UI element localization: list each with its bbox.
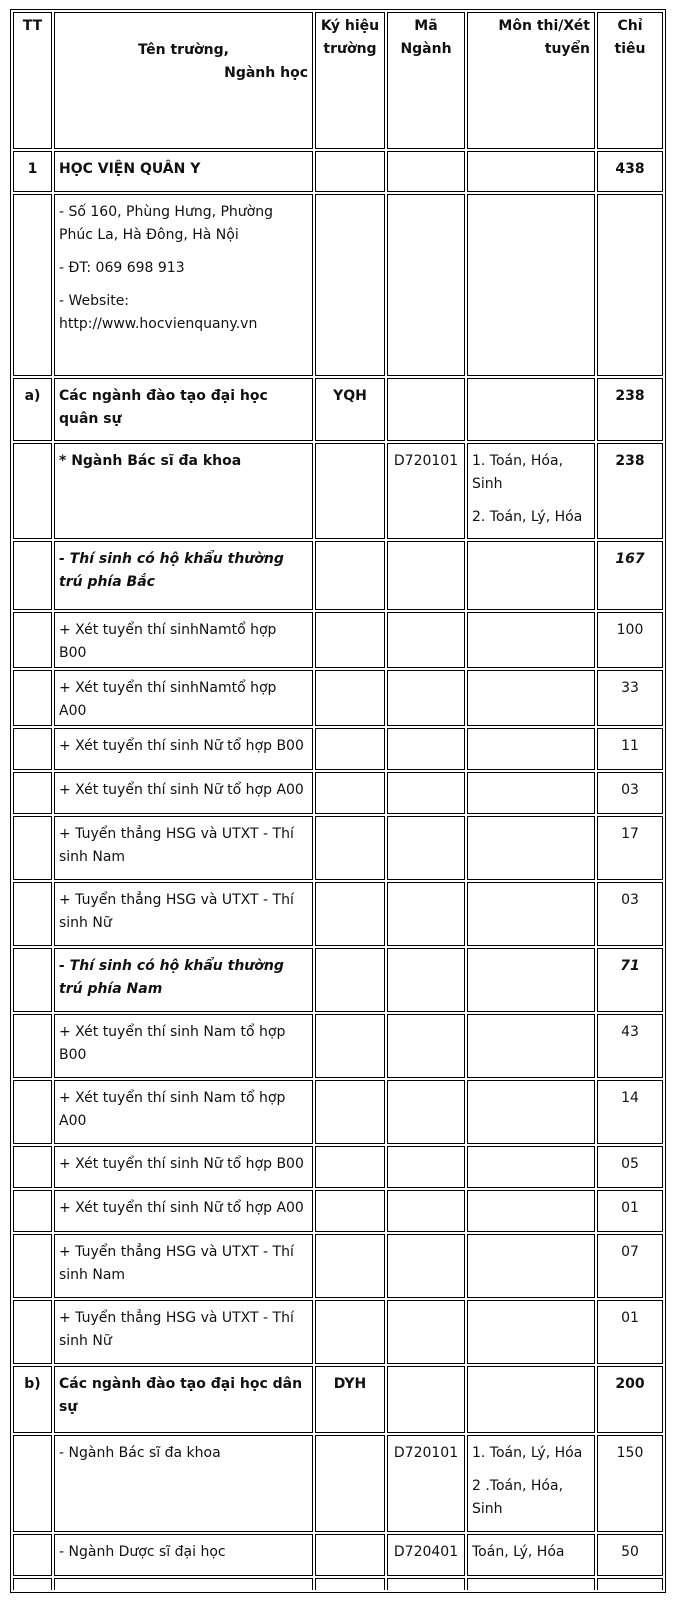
table-row xyxy=(13,1190,663,1232)
table-row xyxy=(13,816,663,880)
north-group-row xyxy=(13,541,663,610)
major-a-subjects xyxy=(467,443,595,539)
south-row-name: + Tuyển thẳng HSG và UTXT - Thí sinh Nam xyxy=(54,1234,313,1298)
south-row-name: + Xét tuyển thí sinh Nam tổ hợp B00 xyxy=(54,1014,313,1078)
north-row-quota: 11 xyxy=(597,728,663,770)
header-major-code: Mã Ngành xyxy=(387,12,465,149)
header-tt: TT xyxy=(13,12,52,149)
north-group-quota: 167 xyxy=(597,541,663,610)
school-info xyxy=(54,194,313,376)
table-row xyxy=(13,670,663,726)
south-row-name: + Xét tuyển thí sinh Nam tổ hợp A00 xyxy=(54,1080,313,1144)
section-b-quota: 200 xyxy=(597,1366,663,1433)
section-b-tt: b) xyxy=(13,1366,52,1433)
major-b1-name: - Ngành Bác sĩ đa khoa xyxy=(54,1435,313,1532)
south-row-name: + Tuyển thẳng HSG và UTXT - Thí sinh Nữ xyxy=(54,1300,313,1364)
table-row xyxy=(13,1146,663,1188)
school-phone: - ĐT: 069 698 913 xyxy=(59,260,185,276)
school-quota: 438 xyxy=(597,151,663,192)
table-row xyxy=(13,1300,663,1364)
school-row xyxy=(13,151,663,192)
major-b2-row xyxy=(13,1534,663,1576)
table-header-row xyxy=(13,12,663,149)
school-name: HỌC VIỆN QUÂN Y xyxy=(54,151,313,192)
table-row xyxy=(13,1234,663,1298)
major-b1-subjects xyxy=(467,1435,595,1532)
header-name-line2: Ngành học xyxy=(224,65,308,81)
header-quota: Chỉ tiêu xyxy=(597,12,663,149)
south-group-row xyxy=(13,948,663,1012)
continuation-row xyxy=(13,1578,663,1590)
south-group-name: - Thí sinh có hộ khẩu thường trú phía Nam xyxy=(54,948,313,1012)
south-row-quota: 43 xyxy=(597,1014,663,1078)
north-row-quota: 100 xyxy=(597,612,663,668)
north-row-quota: 33 xyxy=(597,670,663,726)
header-subjects: Môn thi/Xét tuyển xyxy=(467,12,595,149)
south-row-quota: 05 xyxy=(597,1146,663,1188)
section-a-name: Các ngành đào tạo đại học quân sự xyxy=(54,378,313,441)
major-b2-subjects: Toán, Lý, Hóa xyxy=(467,1534,595,1576)
south-row-name: + Xét tuyển thí sinh Nữ tổ hợp A00 xyxy=(54,1190,313,1232)
header-name-line1: Tên trường, xyxy=(138,42,229,58)
north-row-name: + Xét tuyển thí sinhNamtổ hợp B00 xyxy=(54,612,313,668)
major-b1-subject-2: 2 .Toán, Hóa, Sinh xyxy=(472,1478,564,1517)
school-website: - Website: http://www.hocvienquany.vn xyxy=(59,293,258,332)
table-row xyxy=(13,882,663,946)
north-row-name: + Tuyển thẳng HSG và UTXT - Thí sinh Nữ xyxy=(54,882,313,946)
table-row xyxy=(13,728,663,770)
major-a-quota: 238 xyxy=(597,443,663,539)
north-row-quota: 03 xyxy=(597,882,663,946)
south-group-quota: 71 xyxy=(597,948,663,1012)
south-row-name: + Xét tuyển thí sinh Nữ tổ hợp B00 xyxy=(54,1146,313,1188)
major-a-row xyxy=(13,443,663,539)
table-row xyxy=(13,612,663,668)
major-b1-subject-1: 1. Toán, Lý, Hóa xyxy=(472,1445,583,1461)
admission-table-wrapper xyxy=(10,9,666,1593)
major-b2-code: D720401 xyxy=(387,1534,465,1576)
major-b1-code: D720101 xyxy=(387,1435,465,1532)
header-code: Ký hiệu trường xyxy=(315,12,385,149)
section-a-row xyxy=(13,378,663,441)
header-name xyxy=(54,12,313,149)
school-info-row xyxy=(13,194,663,376)
section-a-quota: 238 xyxy=(597,378,663,441)
admission-table xyxy=(10,9,666,1593)
south-row-quota: 01 xyxy=(597,1300,663,1364)
major-a-name: * Ngành Bác sĩ đa khoa xyxy=(54,443,313,539)
major-a-subject-2: 2. Toán, Lý, Hóa xyxy=(472,509,583,525)
south-row-quota: 01 xyxy=(597,1190,663,1232)
major-a-code: D720101 xyxy=(387,443,465,539)
north-row-name: + Xét tuyển thí sinh Nữ tổ hợp A00 xyxy=(54,772,313,814)
north-row-quota: 17 xyxy=(597,816,663,880)
south-row-quota: 07 xyxy=(597,1234,663,1298)
table-row xyxy=(13,1014,663,1078)
school-address: - Số 160, Phùng Hưng, Phường Phúc La, Hà Đông, Hà Nội xyxy=(59,204,273,243)
north-row-quota: 03 xyxy=(597,772,663,814)
major-b2-quota: 50 xyxy=(597,1534,663,1576)
major-b2-name: - Ngành Dược sĩ đại học xyxy=(54,1534,313,1576)
north-group-name: - Thí sinh có hộ khẩu thường trú phía Bắc xyxy=(54,541,313,610)
section-b-row xyxy=(13,1366,663,1433)
north-row-name: + Xét tuyển thí sinhNamtổ hợp A00 xyxy=(54,670,313,726)
major-a-subject-1: 1. Toán, Hóa, Sinh xyxy=(472,453,564,492)
section-a-code: YQH xyxy=(315,378,385,441)
major-b1-quota: 150 xyxy=(597,1435,663,1532)
south-row-quota: 14 xyxy=(597,1080,663,1144)
table-row xyxy=(13,772,663,814)
section-b-code: DYH xyxy=(315,1366,385,1433)
north-row-name: + Xét tuyển thí sinh Nữ tổ hợp B00 xyxy=(54,728,313,770)
school-tt: 1 xyxy=(13,151,52,192)
table-row xyxy=(13,1080,663,1144)
section-b-name: Các ngành đào tạo đại học dân sự xyxy=(54,1366,313,1433)
section-a-tt: a) xyxy=(13,378,52,441)
major-b1-row xyxy=(13,1435,663,1532)
north-row-name: + Tuyển thẳng HSG và UTXT - Thí sinh Nam xyxy=(54,816,313,880)
